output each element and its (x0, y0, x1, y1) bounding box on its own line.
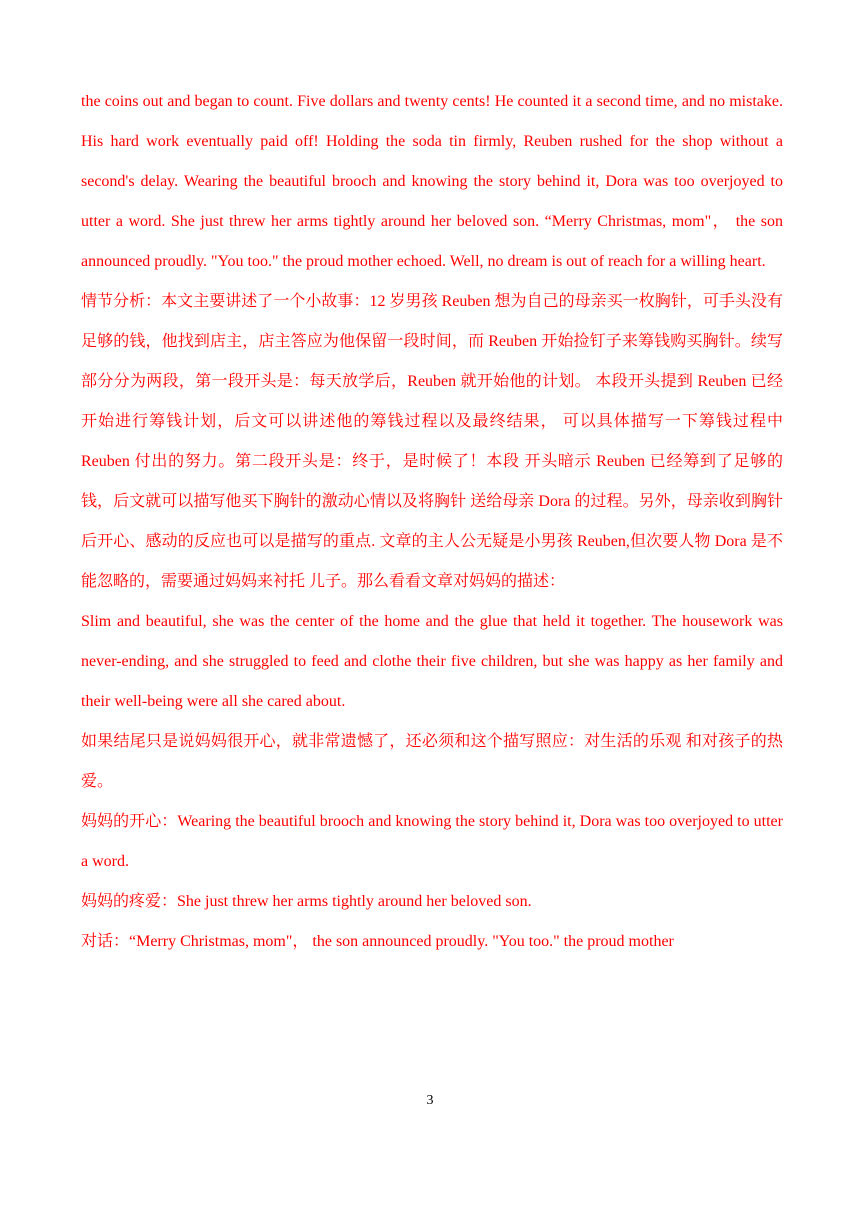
document-body (81, 82, 783, 962)
mother-description-quote: Slim and beautiful, she was the center of the home and the glue that held it together. The housework was never-ending, and she struggled to feed and clothe their five children, but she was happy as her family and their well-being were all she cared about. (81, 613, 783, 710)
story-ending-paragraph: the coins out and began to count. Five dollars and twenty cents! He counted it a second time, and no mistake. His hard work eventually paid off! Holding the soda tin firmly, Reuben rushed for the shop without a second's delay. Wearing the beautiful brooch and knowing the story behind it, Dora was too overjoyed to utter a word. She just threw her arms tightly around her beloved son. “Merry Christmas, mom"， the son announced proudly. "You too." the proud mother echoed. Well, no dream is out of reach for a willing heart. (81, 93, 783, 270)
plot-analysis-paragraph: 情节分析：本文主要讲述了一个小故事：12 岁男孩 Reuben 想为自己的母亲买一枚胸针，可手头没有足够的钱，他找到店主，店主答应为他保留一段时间，而 Reuben 开始捡钉子来筹钱购买胸针。续写部分分为两段，第一段开头是：每天放学后，Reuben 就开始他的计划。 本段开头提到 Reuben 已经开始进行筹钱计划，后文可以讲述他的筹钱过程以及最终结果， 可以具体描写一下筹钱过程中 Reuben 付出的努力。第二段开头是：终于，是时候了！本段 开头暗示 Reuben 已经筹到了足够的钱，后文就可以描写他买下胸针的激动心情以及将胸针 送给母亲 Dora 的过程。另外，母亲收到胸针后开心、感动的反应也可以是描写的重点. 文章的主人公无疑是小男孩 Reuben,但次要人物 Dora 是不能忽略的，需要通过妈妈来衬托 儿子。那么看看文章对妈妈的描述： (81, 293, 783, 590)
mother-happiness-paragraph: 妈妈的开心：Wearing the beautiful brooch and knowing the story behind it, Dora was too overjoyed to utter a word. (81, 813, 783, 870)
mother-love-paragraph: 妈妈的疼爱：She just threw her arms tightly around her beloved son. (81, 893, 532, 910)
page-number: 3 (426, 1093, 434, 1108)
ending-advice-paragraph: 如果结尾只是说妈妈很开心，就非常遗憾了，还必须和这个描写照应：对生活的乐观 和对孩子的热爱。 (81, 733, 783, 790)
dialogue-paragraph: 对话：“Merry Christmas, mom"， the son announced proudly. "You too." the proud mother (81, 933, 674, 950)
